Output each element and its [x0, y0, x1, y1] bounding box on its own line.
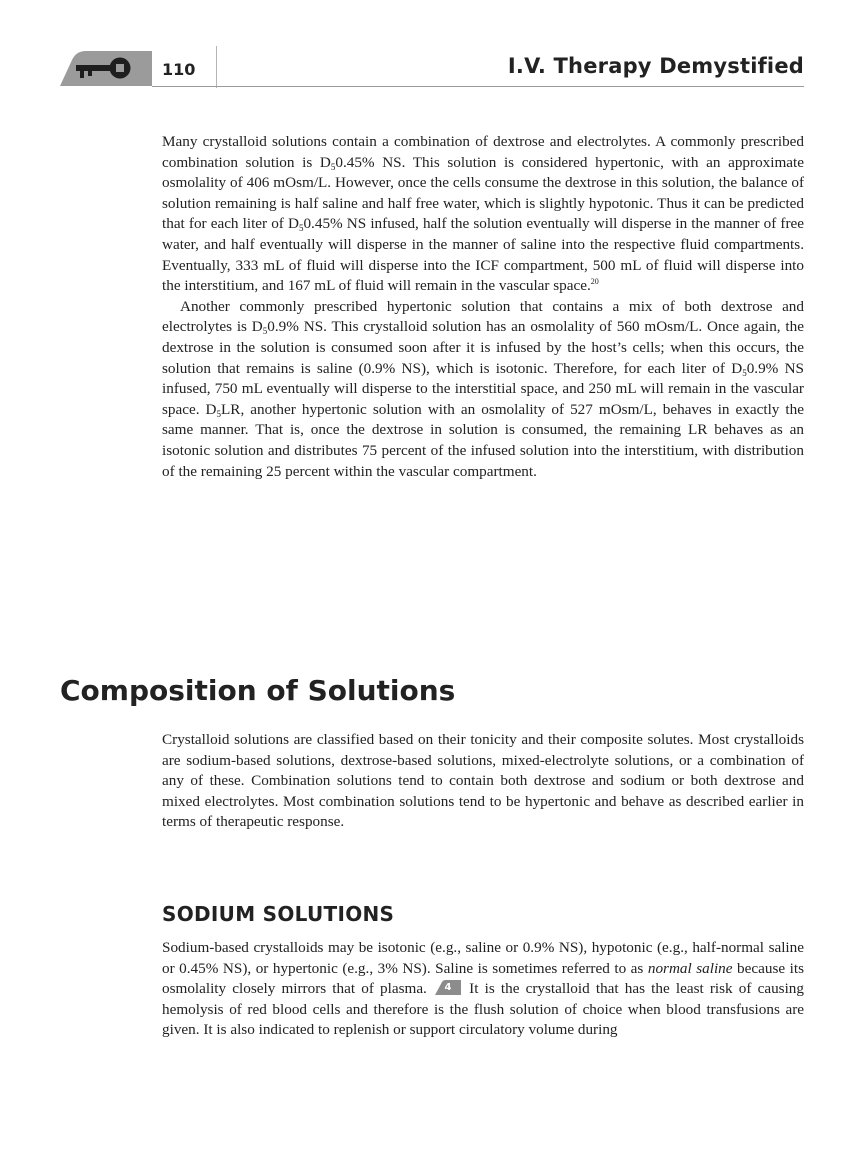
subscript: 5	[216, 408, 222, 419]
marker-icon	[435, 980, 461, 995]
section-heading: Composition of Solutions	[60, 674, 456, 707]
reference-superscript: 20	[590, 277, 599, 287]
text-run: Another commonly prescribed hypertonic solution that contains a mix of both dextrose and electrolytes is D	[162, 297, 804, 336]
text-run: 0.9% NS. This crystalloid solution has an osmolality of 560 mOsm/L. Once again, the dextrose in the solution is consumed soon after it is infused by the host’s cells; when this occurs, the solution that remains is saline (0.9% NS), which is isotonic. Therefore, for each liter of D	[162, 318, 804, 377]
book-title: I.V. Therapy Demystified	[507, 54, 804, 78]
text-block-intro	[162, 132, 804, 482]
text-run: 0.45% NS infused, half the solution eventually will disperse in the manner of free water, and half eventually will disperse in the manner of saline into the respective fluid compartments. Eventually, 333 mL of fluid will disperse into the ICF compartment, 500 mL of fluid will disperse into the interstitium, and 167 mL of fluid will remain in the vascular space.	[162, 215, 804, 295]
subscript: 5	[262, 326, 268, 337]
paragraph	[162, 938, 804, 1041]
text-block-sodium	[162, 938, 804, 1041]
text-run: Sodium-based crystalloids may be isotonic (e.g., saline or 0.9% NS), hypotonic (e.g., half-normal saline or 0.45% NS), or hypertonic (e.g., 3% NS). Saline is sometimes referred to as	[162, 939, 804, 977]
key-icon	[60, 48, 152, 86]
text-run: because its osmolality closely mirrors that of plasma.	[162, 959, 804, 998]
paragraph	[162, 132, 804, 297]
header-divider	[216, 46, 217, 88]
subscript: 5	[742, 367, 747, 378]
page-header	[60, 46, 804, 90]
subscript: 5	[298, 223, 304, 234]
header-rule	[152, 86, 804, 87]
subsection-heading: SODIUM SOLUTIONS	[162, 902, 395, 926]
text-block-composition	[162, 730, 804, 833]
paragraph: Crystalloid solutions are classified based on their tonicity and their composite solutes. Most crystalloids are sodium-based solutions, dextrose-based solutions, mixed-electrolyte solutions, or a combination of any of these. Combination solutions tend to contain both dextrose and sodium or both dextrose and mixed electrolytes. Most combination solutions tend to be hypertonic and behave as described earlier in terms of therapeutic response.	[162, 731, 804, 831]
text-run: 0.45% NS. This solution is considered hypertonic, with an approximate osmolality of 406 mOsm/L. However, once the cells consume the dextrose in this solution, the balance of solution remaining is half saline and half free water, which is slightly hypotonic. Thus it can be predicted that for each liter of D	[162, 153, 804, 233]
text-run: LR, another hypertonic solution with an osmolality of 527 mOsm/L, behaves in exactly the same manner. That is, once the dextrose in solution is consumed, the remaining LR behaves as an isotonic solution and distributes 75 percent of the infused solution into the interstitium, with distribution of the remaining 25 percent within the vascular compartment.	[162, 400, 804, 480]
subscript: 5	[330, 161, 336, 172]
text-run: Many crystalloid solutions contain a combination of dextrose and electrolytes. A commonly prescribed combination solution is D	[162, 133, 804, 171]
page-number: 110	[162, 60, 196, 79]
marker-number: 4	[444, 982, 452, 994]
text-run: It is the crystalloid that has the least risk of causing hemolysis of red blood cells and therefore is the flush solution of choice when blood transfusions are given. It is also indicated to replenish or support circulatory volume during	[162, 980, 804, 1039]
text-run: 0.9% NS infused, 750 mL eventually will disperse to the interstitial space, and 250 mL will remain in the vascular space. D	[162, 359, 804, 418]
emphasis: normal saline	[647, 959, 733, 977]
paragraph	[162, 297, 804, 482]
